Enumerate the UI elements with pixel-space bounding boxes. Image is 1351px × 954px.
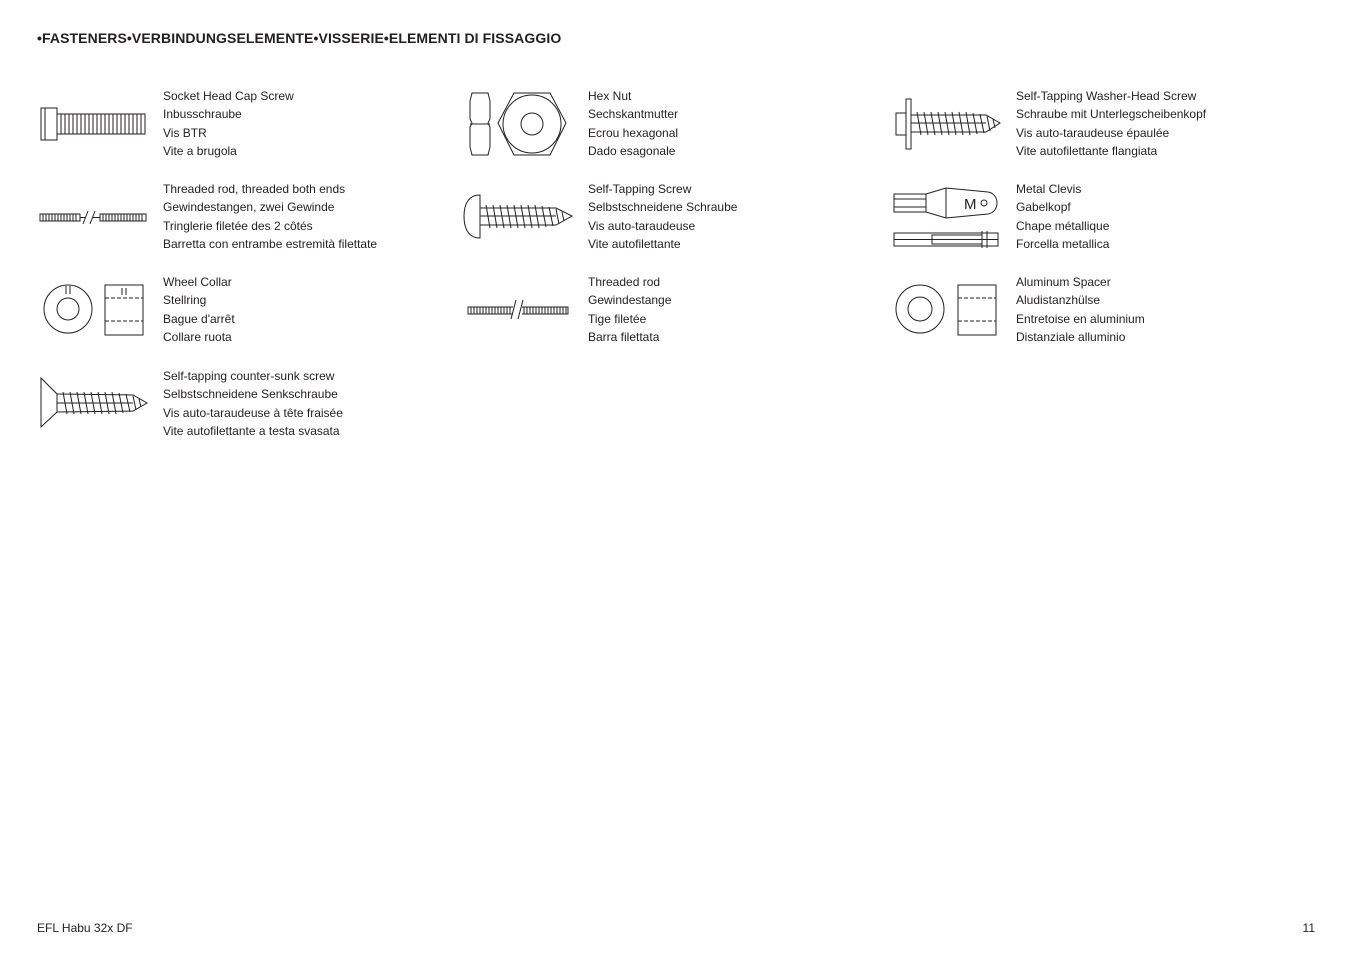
fastener-labels bbox=[588, 273, 671, 346]
label-english: Aluminum Spacer bbox=[1016, 275, 1111, 289]
fastener-item-threaded-rod bbox=[462, 273, 862, 351]
label-french: Vis BTR bbox=[163, 125, 207, 140]
label-german: Gewindestange bbox=[588, 293, 672, 308]
label-english: Self-Tapping Washer-Head Screw bbox=[1016, 89, 1197, 103]
label-french: Ecrou hexagonal bbox=[588, 125, 679, 140]
fastener-item-washer-head-screw bbox=[890, 87, 1330, 165]
label-english: Threaded rod bbox=[588, 275, 661, 289]
fastener-labels bbox=[1016, 180, 1109, 253]
metal-clevis-icon bbox=[890, 180, 1002, 258]
label-german: Gabelkopf bbox=[1016, 200, 1071, 215]
label-italian: Dado esagonale bbox=[588, 143, 676, 158]
label-italian: Vite autofilettante a testa svasata bbox=[163, 423, 340, 438]
page-title: •FASTENERS•VERBINDUNGSELEMENTE•VISSERIE•ELEMENTI DI FISSAGGIO bbox=[37, 30, 562, 46]
label-german: Selbstschneidene Schraube bbox=[588, 200, 738, 215]
wheel-collar-icon bbox=[37, 273, 149, 351]
label-french: Tringlerie filetée des 2 côtés bbox=[163, 218, 313, 233]
label-german: Gewindestangen, zwei Gewinde bbox=[163, 200, 335, 215]
fastener-item-countersunk-screw bbox=[37, 367, 437, 445]
label-english: Wheel Collar bbox=[163, 275, 232, 289]
fastener-labels bbox=[163, 87, 294, 160]
label-italian: Distanziale alluminio bbox=[1016, 329, 1126, 344]
label-french: Chape métallique bbox=[1016, 218, 1110, 233]
fastener-labels bbox=[163, 273, 235, 346]
label-french: Vis auto-taraudeuse à tête fraisée bbox=[163, 405, 343, 420]
label-english: Self-Tapping Screw bbox=[588, 182, 692, 196]
fastener-item-socket-head-cap-screw bbox=[37, 87, 437, 165]
fastener-labels bbox=[1016, 273, 1145, 346]
threaded-rod-icon bbox=[462, 273, 574, 351]
label-italian: Barra filettata bbox=[588, 329, 660, 344]
fastener-labels bbox=[588, 87, 678, 160]
aluminum-spacer-icon bbox=[890, 273, 1002, 351]
clevis-label: M bbox=[964, 196, 977, 213]
label-french: Vis auto-taraudeuse bbox=[588, 218, 696, 233]
fastener-item-self-tapping-screw bbox=[462, 180, 862, 258]
label-italian: Collare ruota bbox=[163, 329, 232, 344]
label-german: Sechskantmutter bbox=[588, 107, 679, 122]
label-italian: Barretta con entrambe estremità filettate bbox=[163, 236, 378, 251]
label-german: Inbusschraube bbox=[163, 107, 242, 122]
fastener-item-wheel-collar bbox=[37, 273, 437, 351]
fastener-labels bbox=[588, 180, 737, 253]
label-french: Vis auto-taraudeuse épaulée bbox=[1016, 125, 1170, 140]
fastener-item-hex-nut bbox=[462, 87, 862, 165]
label-french: Bague d'arrêt bbox=[163, 311, 235, 326]
socket-head-cap-screw-icon bbox=[37, 87, 149, 165]
washer-head-screw-icon bbox=[890, 87, 1002, 165]
label-english: Socket Head Cap Screw bbox=[163, 89, 294, 103]
threaded-rod-both-ends-icon bbox=[37, 180, 149, 258]
fastener-item-aluminum-spacer bbox=[890, 273, 1330, 351]
fastener-item-threaded-rod-both-ends bbox=[37, 180, 437, 258]
label-french: Entretoise en aluminium bbox=[1016, 311, 1145, 326]
fastener-labels bbox=[163, 367, 343, 440]
label-german: Selbstschneidene Senkschraube bbox=[163, 387, 338, 402]
hex-nut-icon bbox=[462, 87, 574, 165]
label-english: Metal Clevis bbox=[1016, 182, 1082, 196]
label-french: Tige filetée bbox=[588, 311, 647, 326]
countersunk-screw-icon bbox=[37, 367, 149, 445]
label-german: Stellring bbox=[163, 293, 207, 308]
footer-page-number: 11 bbox=[1302, 921, 1315, 935]
label-english: Self-tapping counter-sunk screw bbox=[163, 369, 335, 383]
label-german: Aludistanzhülse bbox=[1016, 293, 1101, 308]
label-italian: Vite autofilettante flangiata bbox=[1016, 143, 1158, 158]
fastener-labels bbox=[1016, 87, 1206, 160]
label-italian: Vite a brugola bbox=[163, 143, 237, 158]
label-italian: Forcella metallica bbox=[1016, 236, 1110, 251]
label-italian: Vite autofilettante bbox=[588, 236, 681, 251]
fastener-item-metal-clevis bbox=[890, 180, 1330, 258]
fastener-labels bbox=[163, 180, 377, 253]
self-tapping-screw-icon bbox=[462, 180, 574, 258]
footer-document-name: EFL Habu 32x DF bbox=[37, 921, 133, 935]
label-english: Hex Nut bbox=[588, 89, 632, 103]
label-german: Schraube mit Unterlegscheibenkopf bbox=[1016, 107, 1207, 122]
label-english: Threaded rod, threaded both ends bbox=[163, 182, 346, 196]
